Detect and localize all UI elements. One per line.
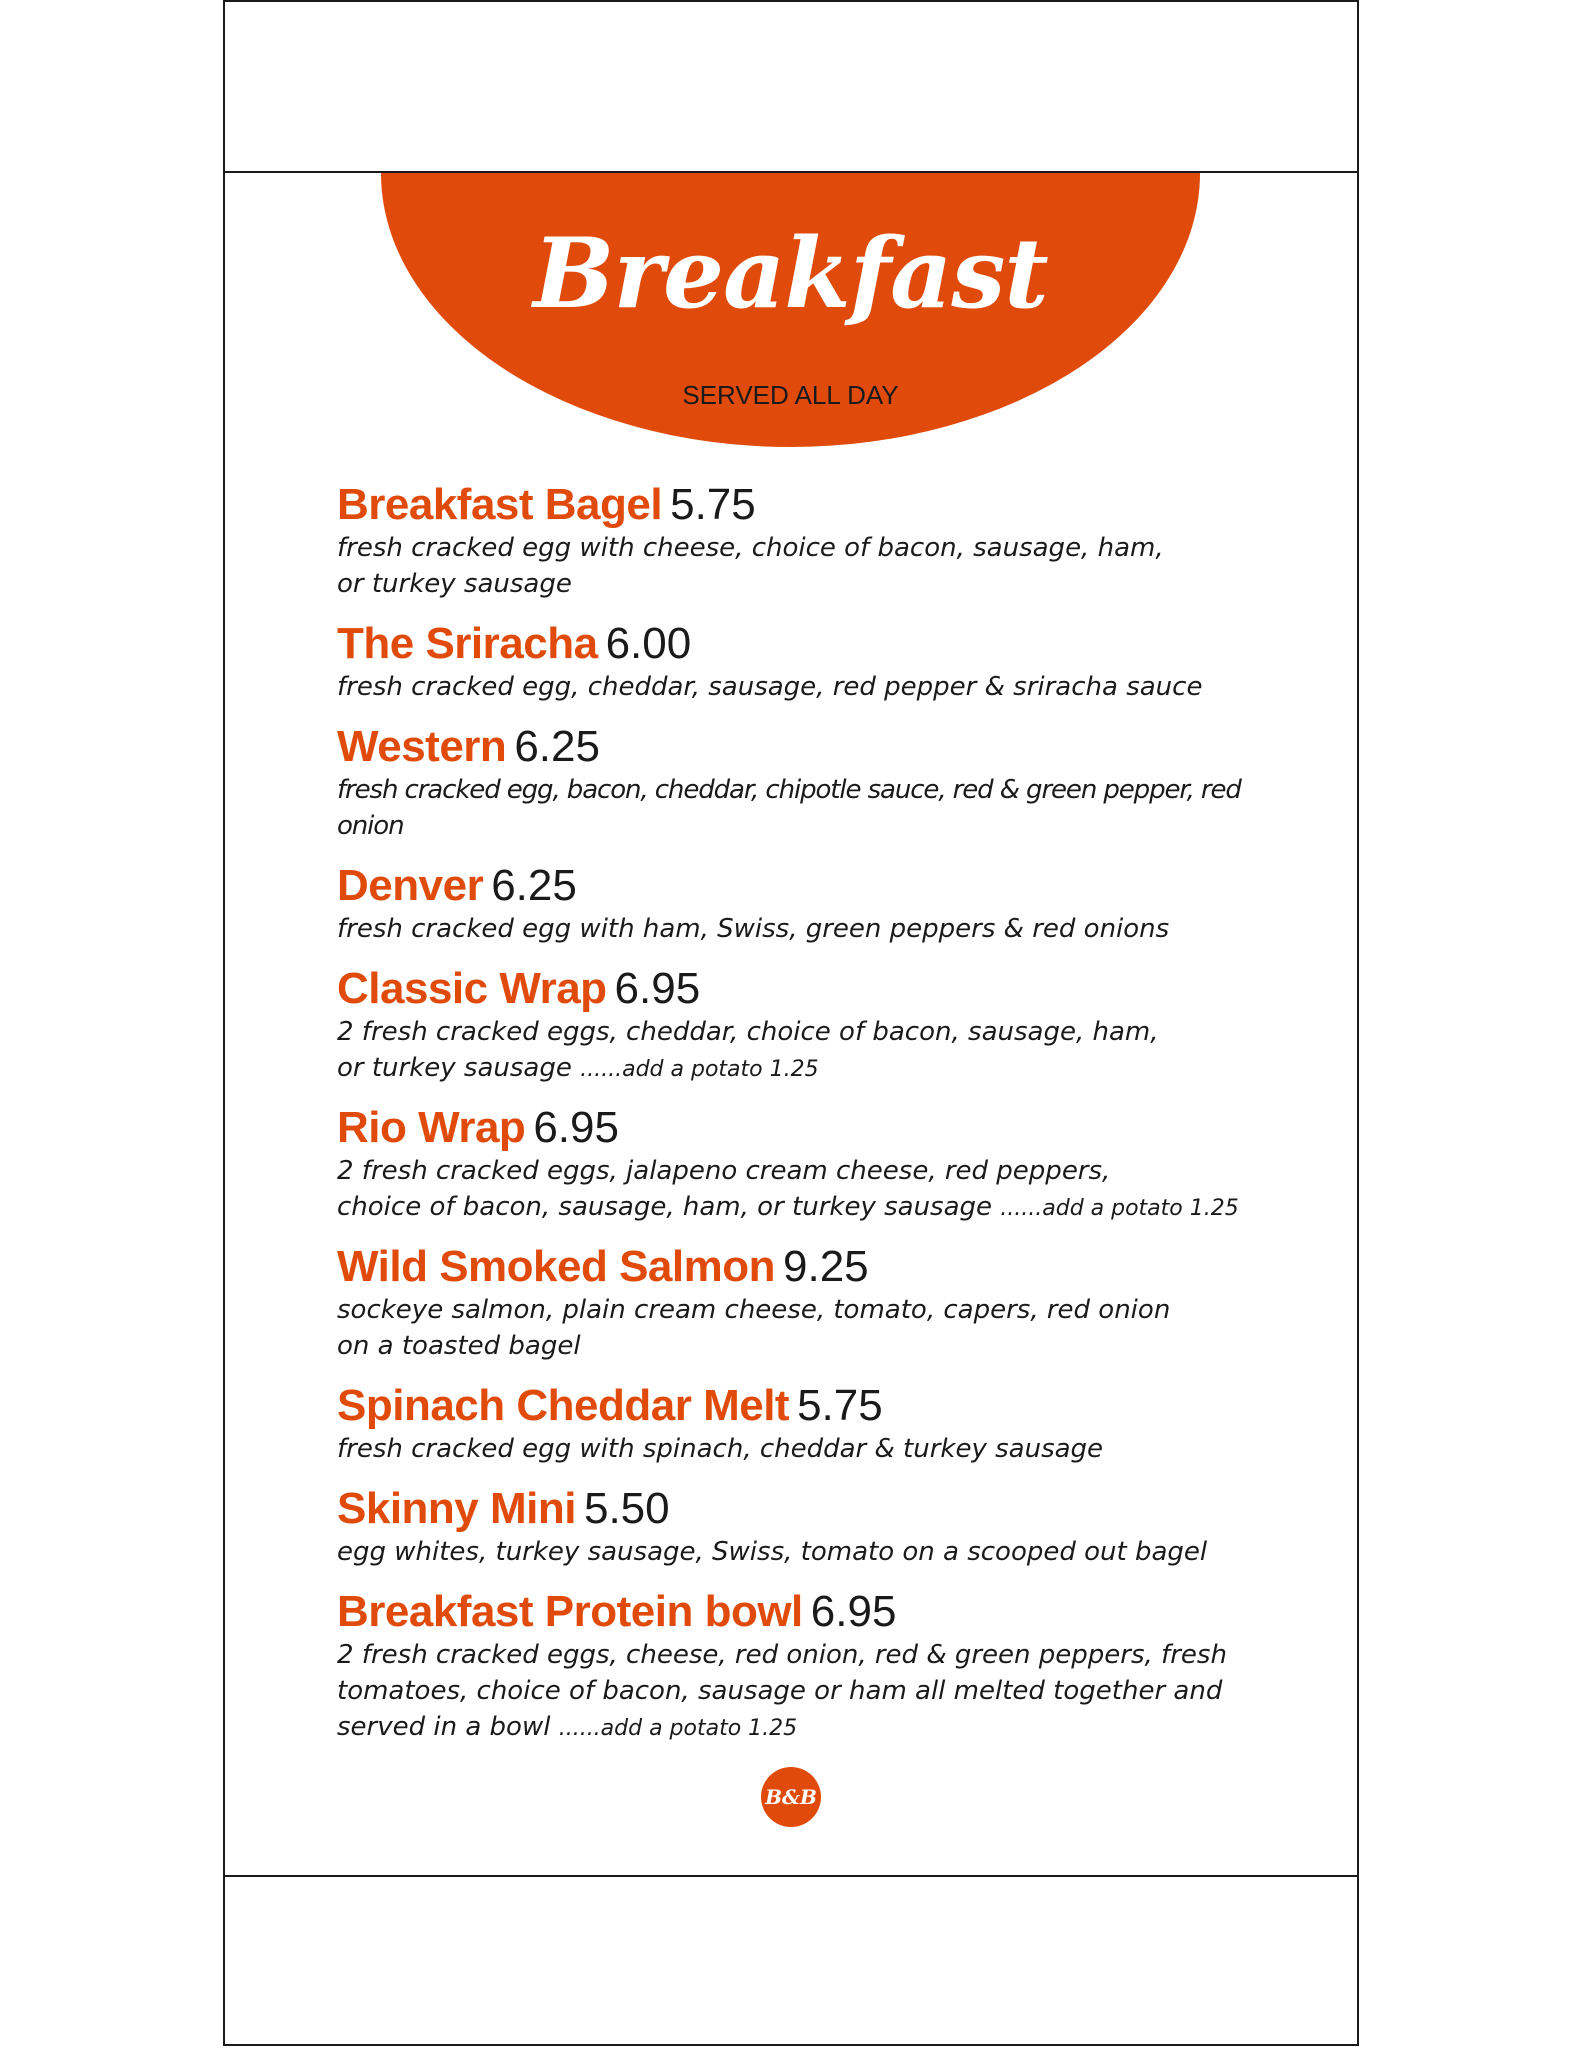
item-description: fresh cracked egg with spinach, cheddar & turkey sausage [337,1434,1104,1464]
item-name: Denver [337,861,484,910]
menu-subtitle: SERVED ALL DAY [682,380,899,410]
item-name: Spinach Cheddar Melt [337,1381,790,1430]
item-price: 6.95 [614,964,701,1013]
item-description: egg whites, turkey sausage, Swiss, tomato on a scooped out bagel [337,1537,1208,1567]
header-banner [381,173,1200,447]
menu-items [337,480,1297,1762]
menu-item [337,1103,1297,1227]
item-price: 6.25 [514,722,600,771]
item-price: 9.25 [783,1242,869,1291]
bottom-divider [225,1875,1357,1877]
item-price: 5.75 [797,1381,883,1430]
item-name: The Sriracha [337,619,598,668]
item-description: fresh cracked egg, cheddar, sausage, red pepper & sriracha sauce [337,672,1203,702]
item-price: 6.00 [605,619,692,668]
menu-item [337,480,1297,604]
item-price: 5.75 [670,480,756,529]
item-name: Classic Wrap [337,964,607,1013]
item-addon: ......add a potato 1.25 [580,1057,819,1082]
menu-item [337,1484,1297,1572]
item-description: fresh cracked egg with cheese, choice of bacon, sausage, ham, or turkey sausage [337,533,1164,599]
menu-item [337,1587,1297,1747]
item-name: Breakfast Protein bowl [337,1587,803,1636]
item-price: 6.95 [810,1587,897,1636]
menu-item [337,619,1297,707]
menu-page [223,0,1359,2046]
item-description: fresh cracked egg, bacon, cheddar, chipotle sauce, red & green pepper, red onion [337,775,1241,841]
item-name: Wild Smoked Salmon [337,1242,776,1291]
item-addon: ......add a potato 1.25 [558,1716,798,1741]
menu-title: Breakfast [533,217,1048,330]
brand-logo: B&B [761,1767,821,1827]
item-name: Breakfast Bagel [337,480,663,529]
menu-item [337,722,1297,846]
menu-item [337,1242,1297,1366]
item-price: 6.25 [491,861,577,910]
item-name: Western [337,722,507,771]
item-name: Rio Wrap [337,1103,526,1152]
item-description: fresh cracked egg with ham, Swiss, green peppers & red onions [337,914,1170,944]
item-addon: ......add a potato 1.25 [1000,1196,1239,1221]
menu-item [337,964,1297,1088]
item-description: sockeye salmon, plain cream cheese, tomato, capers, red onion on a toasted bagel [337,1295,1171,1361]
menu-item [337,861,1297,949]
item-description: 2 fresh cracked eggs, jalapeno cream cheese, red peppers, choice of bacon, sausage, ham, or turkey sausage ......add a potato 1.25 [337,1156,1239,1222]
menu-item [337,1381,1297,1469]
item-price: 6.95 [533,1103,619,1152]
item-price: 5.50 [583,1484,670,1533]
item-description: 2 fresh cracked eggs, cheese, red onion, red & green peppers, fresh tomatoes, choice of bacon, sausage or ham all melted together and served in a bowl ......add a potato 1.25 [337,1640,1227,1742]
item-description: 2 fresh cracked eggs, cheddar, choice of bacon, sausage, ham, or turkey sausage ......add a potato 1.25 [337,1017,1159,1083]
item-name: Skinny Mini [337,1484,576,1533]
